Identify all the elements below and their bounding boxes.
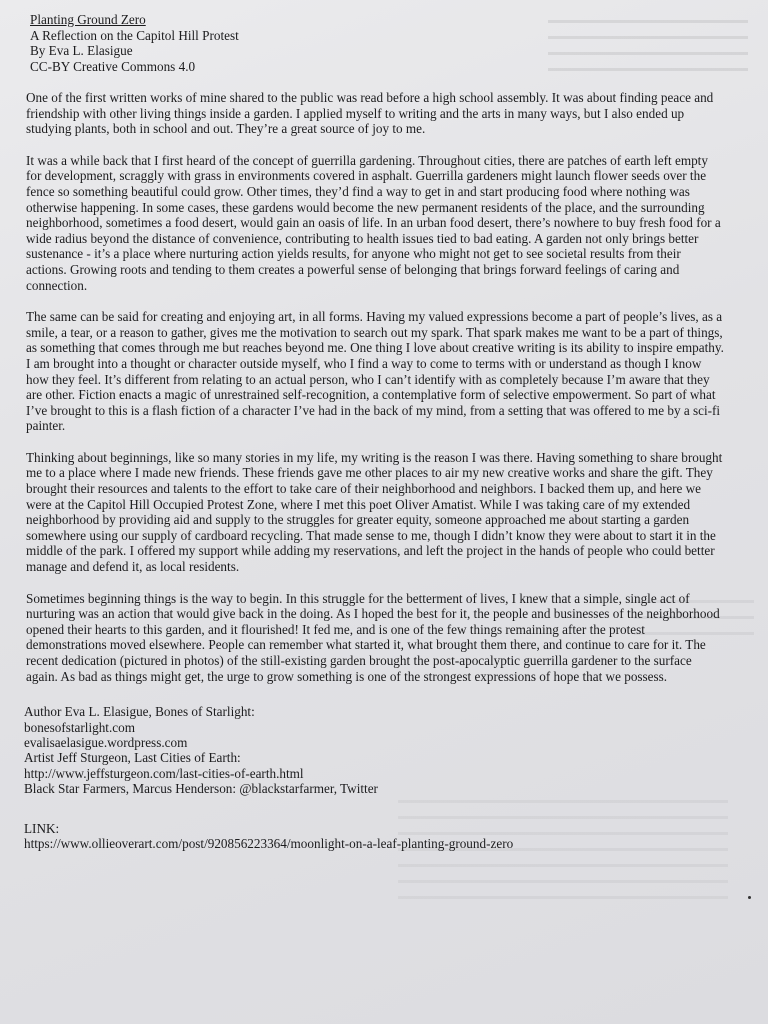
credit-line: http://www.jeffsturgeon.com/last-cities-of-earth.html — [24, 765, 304, 781]
document-subtitle: A Reflection on the Capitol Hill Protest — [30, 27, 239, 43]
link-block — [24, 821, 724, 852]
paragraph-4: Thinking about beginnings, like so many stories in my life, my writing is the reason I was there. Having something to share brought me to a place where I made new friends. These friends gave me other places to air my new creative works and share the gift. They brought their resources and talents to the effort to take care of their neighborhood and neighbors. I backed them up, and here we were at the Capitol Hill Occupied Protest Zone, where I met this poet Oliver Amatist. While I was taking care of my extended neighborhood by providing aid and supply to the struggles for greater equity, someone approached me about starting a garden somewhere using our supply of cardboard recycling. That made sense to me, though I didn’t know they were about to start it in the middle of the park. I offered my support while adding my reservations, and left the project in the hands of people who could better manage and defend it, as local residents. — [26, 449, 723, 575]
paragraph-2: It was a while back that I first heard of the concept of guerrilla gardening. Throughout cities, there are patches of earth left empty for development, scraggly with grass in environments covered in asphalt. Guerrilla gardeners might launch flower seeds over the fence so something beautiful could grow. Other times, they’d find a way to get in and start producing food where nothing was otherwise happening. In some cases, these gardens would become the new permanent residents of the place, and the surrounding neighborhood, sometimes a food desert, would gain an oasis of life. In an urban food desert, there’s nowhere to buy fresh food for a wide radius beyond the distance of convenience, contributing to health issues tied to bad eating. A garden not only brings better sustenance - it’s a place where nurturing action yields results, for anyone who might not get to see societal results from their actions. Growing roots and tending to them creates a powerful sense of belonging that brings forward feelings of caring and connection. — [26, 152, 721, 293]
paragraph-1: One of the first written works of mine shared to the public was read before a high school assembly. It was about finding peace and friendship with other living things inside a garden. I applied myself to writing and the arts in many ways, but I also ended up studying plants, both in school and out. They’re a great source of joy to me. — [26, 90, 714, 137]
credit-line: Black Star Farmers, Marcus Henderson: @blackstarfarmer, Twitter — [24, 781, 378, 797]
paragraph-5: Sometimes beginning things is the way to begin. In this struggle for the betterment of lives, I knew that a simple, single act of nurturing was an action that would give back in the doing. As I hoped the best for it, the people and businesses of the neighborhood opened their hearts to this garden, and it flourished! It fed me, and is one of the few things remaining after the protest demonstrations moved elsewhere. People can remember what started it, what brought them there, and continue to care for it. The recent dedication (pictured in photos) of the still-existing garden brought the post-apocalyptic guerrilla gardener to the surface again. As bad as things might get, the urge to grow something is one of the strongest expressions of hope that we possess. — [26, 590, 720, 684]
link-label: LINK: — [24, 820, 60, 836]
document-license: CC-BY Creative Commons 4.0 — [30, 58, 196, 74]
link-url: https://www.ollieoverart.com/post/920856223364/moonlight-on-a-leaf-planting-ground-zero — [24, 836, 514, 852]
credit-line: evalisaelasigue.wordpress.com — [24, 735, 188, 750]
credits-block — [24, 704, 724, 796]
credit-line: Artist Jeff Sturgeon, Last Cities of Earth: — [24, 750, 241, 766]
document-header — [30, 12, 724, 74]
document-body — [24, 12, 724, 852]
paragraph-3: The same can be said for creating and enjoying art, in all forms. Having my valued expressions become a part of people’s lives, as a smile, a tear, or a reason to gather, gives me the motivation to search out my spark. That spark makes me want to be a part of things, as something that comes through me but reaches beyond me. One thing I love about creative writing is its ability to inspire empathy. I am brought into a thought or character outside myself, who I find a way to come to terms with or understand as though I know how they feel. It’s different from relating to an actual person, who I can’t identify with as completely because I’m aware that they are other. Fiction enacts a magic of unrestrained self-recognition, a contemplative form of selective empowerment. So part of what I’ve brought to this is a flash fiction of a character I’ve had in the back of my mind, from a setting that was offered to me by a sci-fi painter. — [26, 309, 724, 434]
document-title: Planting Ground Zero — [30, 12, 146, 27]
document-byline: By Eva L. Elasigue — [30, 43, 133, 58]
credit-line: bonesofstarlight.com — [24, 719, 135, 735]
credit-line: Author Eva L. Elasigue, Bones of Starlight: — [24, 704, 255, 720]
speck-mark — [748, 896, 751, 899]
